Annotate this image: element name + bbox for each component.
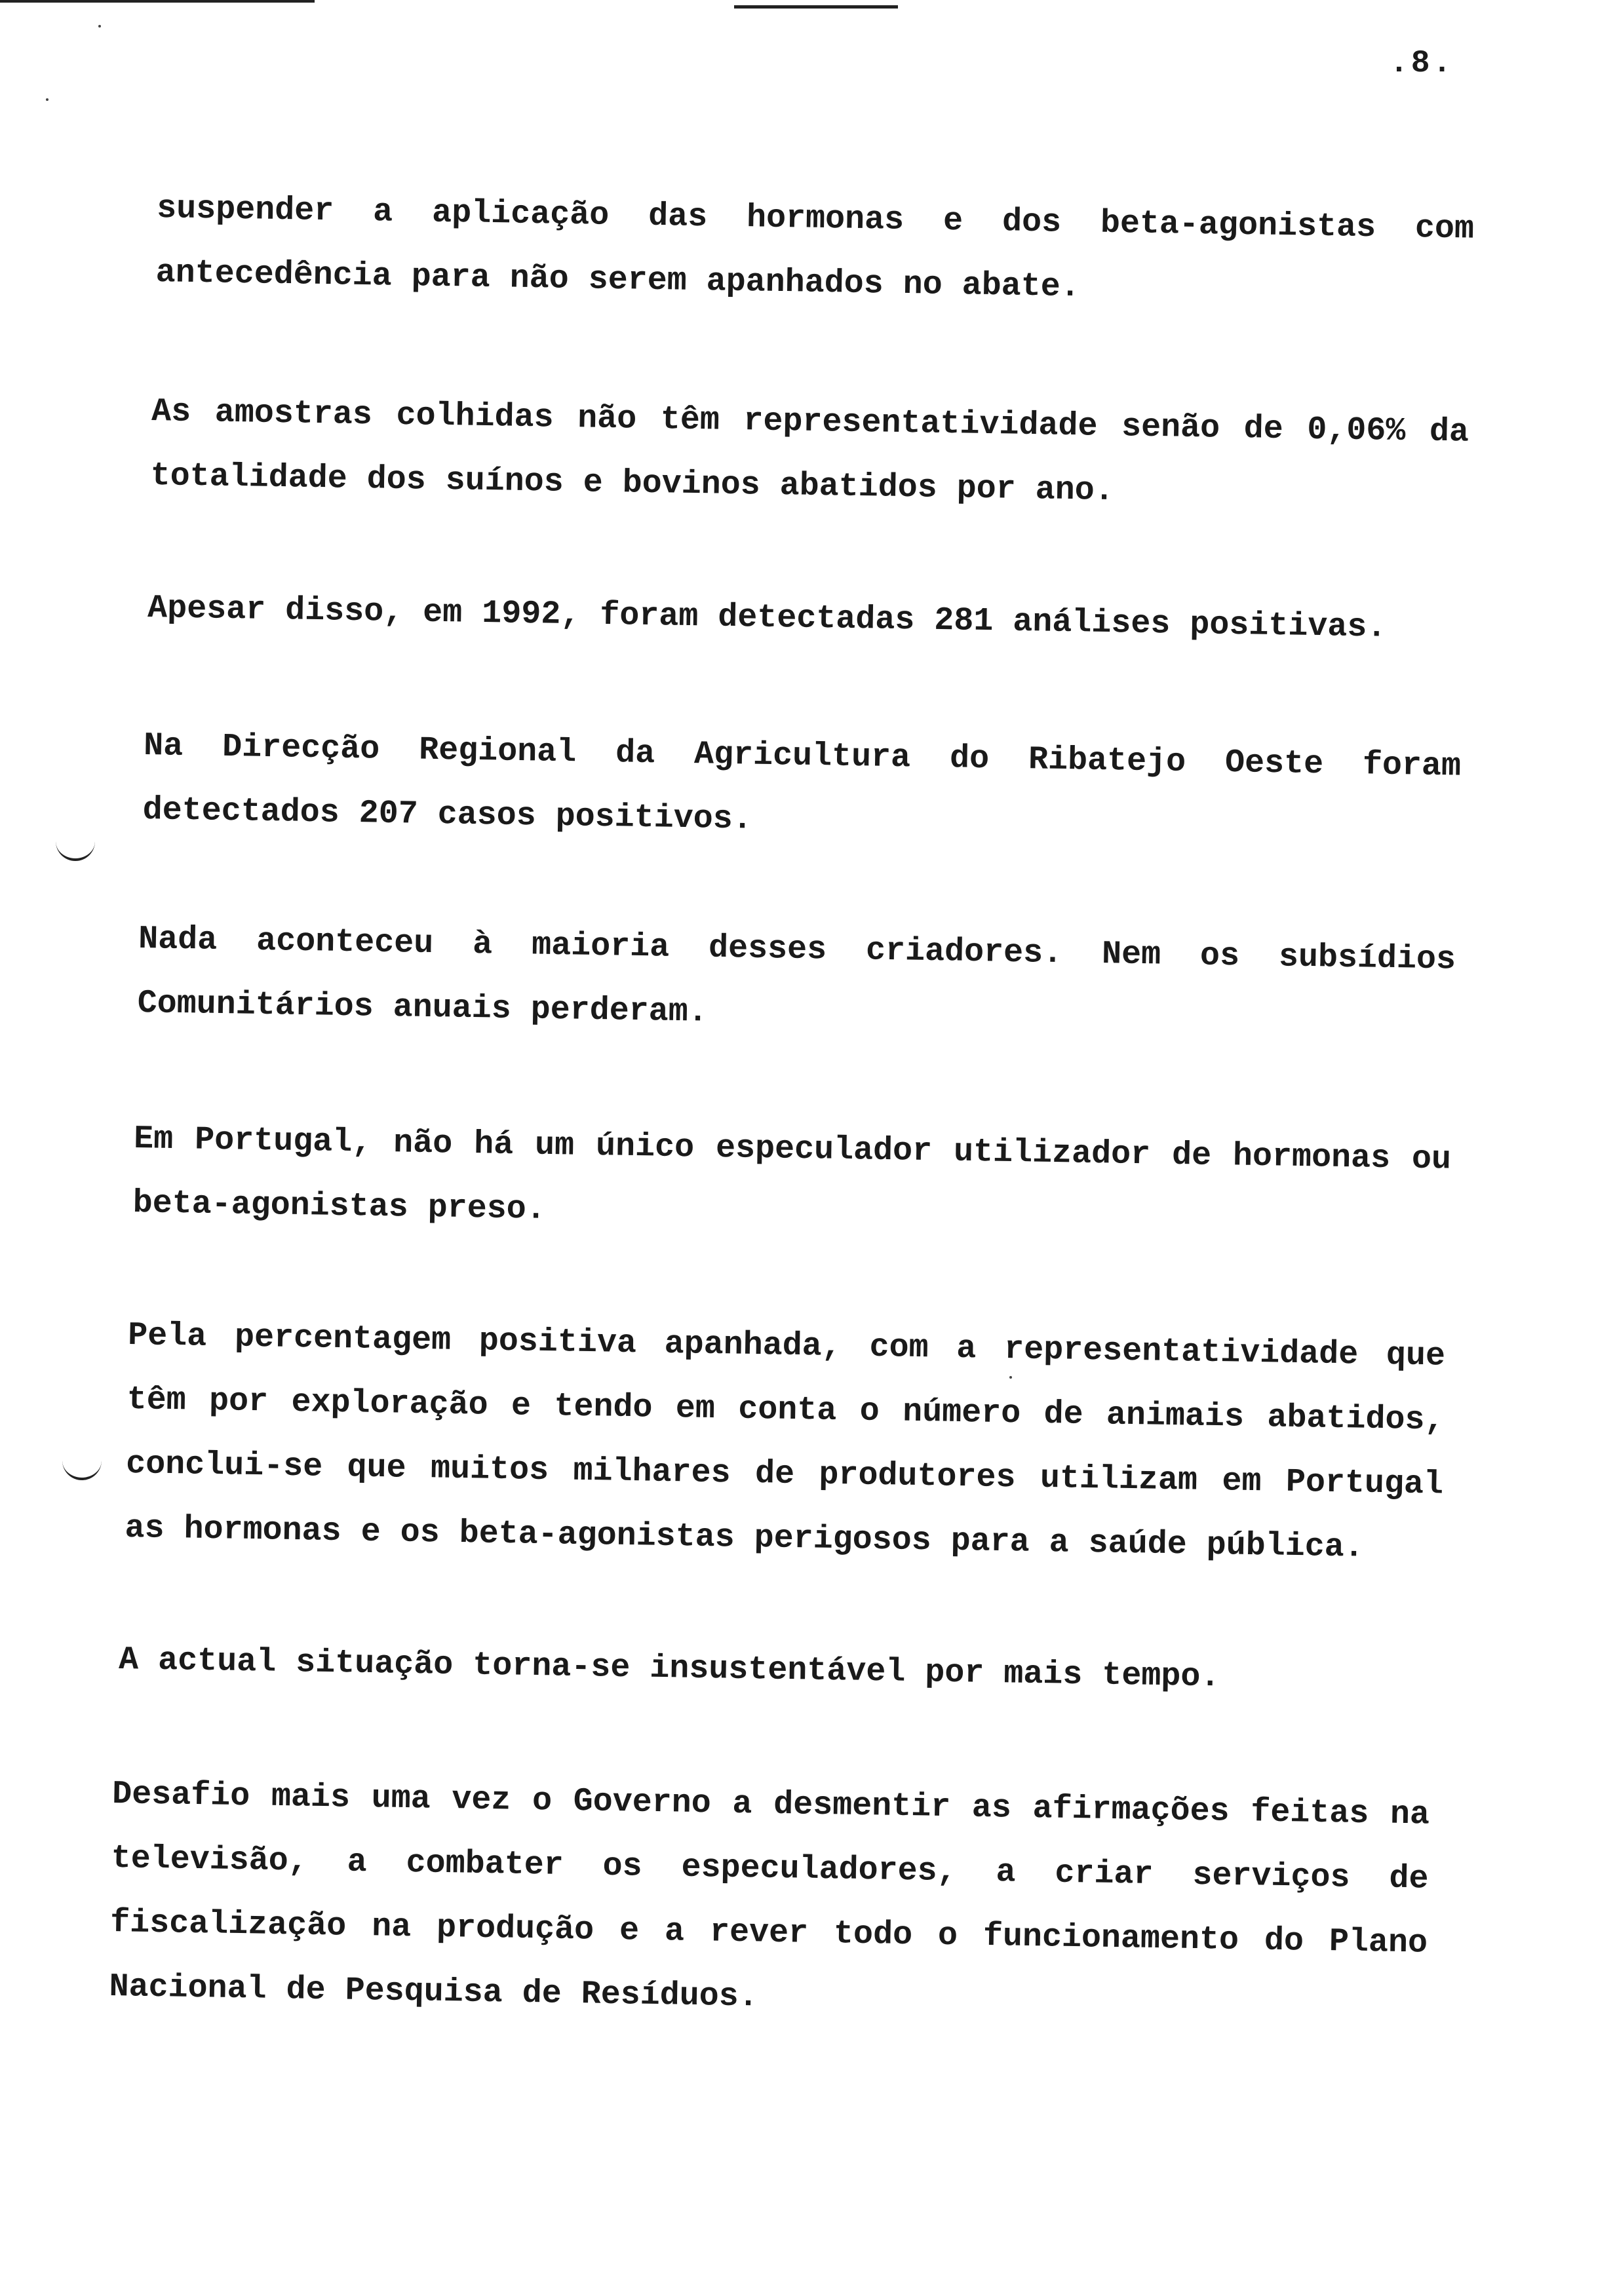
page-number: .8. — [1390, 46, 1454, 81]
paragraph: suspender a aplicação das hormonas e dos beta-agonistas com antecedência para não serem apanhados no abate. — [155, 189, 1475, 307]
scan-artifact-line — [734, 5, 898, 9]
margin-check-mark — [56, 839, 95, 861]
scan-artifact-dot — [98, 25, 101, 28]
margin-check-mark — [62, 1458, 102, 1480]
paragraph: Desafio mais uma vez o Governo a desmentir as afirmações feitas na televisão, a combater os especuladores, a criar serviços de fiscalização na produção e a rever todo o funcionamento do Plano Nacional de Pesquisa de Resíduos. — [109, 1775, 1430, 2016]
paragraph: A actual situação torna-se insustentável por mais tempo. — [118, 1641, 1220, 1696]
paragraph: Pela percentagem positiva apanhada, com a representatividade que têm por exploração e tendo em conta o número de animais abatidos, conclui-se que muitos milhares de produtores utilizam em Portugal as hormonas e os beta-agonistas perigosos para a saúde pública. — [125, 1316, 1446, 1567]
paragraph: Nada aconteceu à maioria desses criadores. Nem os subsídios Comunitários anuais perderam. — [137, 920, 1456, 1031]
scan-artifact-dot — [46, 98, 49, 101]
paragraph: Na Direcção Regional da Agricultura do Ribatejo Oeste foram detectados 207 casos positivos. — [142, 727, 1462, 839]
paragraph: As amostras colhidas não têm representatividade senão de 0,06% da totalidade dos suínos e bovinos abatidos por ano. — [150, 392, 1469, 510]
paragraph: Em Portugal, não há um único especulador utilizador de hormonas ou beta-agonistas preso. — [132, 1120, 1452, 1229]
scan-artifact-line — [0, 0, 315, 3]
paragraph: Apesar disso, em 1992, foram detectadas 281 análises positivas. — [147, 589, 1387, 647]
